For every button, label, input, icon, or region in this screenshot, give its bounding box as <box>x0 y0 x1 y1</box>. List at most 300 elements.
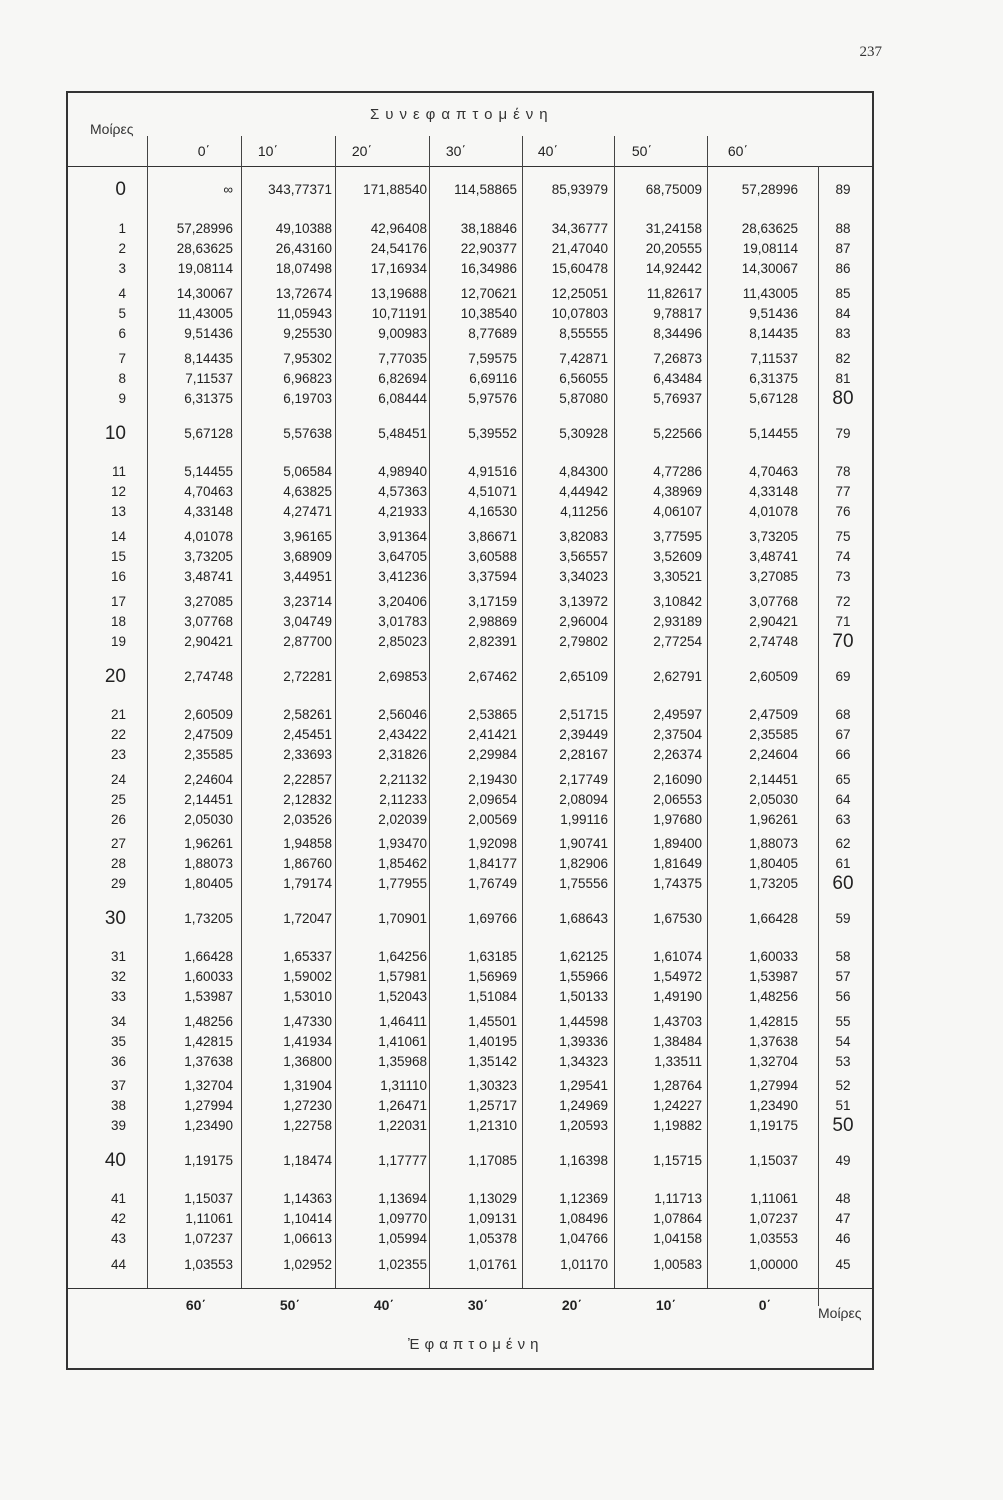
table-cell: 1,30323 <box>468 1078 517 1093</box>
table-cell: 1,82906 <box>559 856 608 871</box>
table-cell: 1,02952 <box>283 1257 332 1272</box>
table-cell: 1,24969 <box>559 1098 608 1113</box>
table-cell: 1,38484 <box>653 1034 702 1049</box>
complement-degree-label: 58 <box>835 949 851 964</box>
table-row <box>0 967 1003 987</box>
table-cell: 1,88073 <box>184 856 233 871</box>
table-cell: 1,13694 <box>378 1191 427 1206</box>
table-cell: 11,82617 <box>646 286 702 301</box>
table-cell: 4,91516 <box>468 464 517 479</box>
table-cell: 1,42815 <box>749 1014 798 1029</box>
footer-column-label: 30΄ <box>467 1297 489 1313</box>
page-number: 237 <box>859 44 882 60</box>
footer-column-label: 10΄ <box>655 1297 677 1313</box>
table-cell: 9,51436 <box>184 326 233 341</box>
table-cell: 1,97680 <box>653 812 702 827</box>
complement-degree-label: 59 <box>835 911 851 926</box>
table-cell: 2,45451 <box>283 727 332 742</box>
table-cell: 28,63625 <box>176 241 233 256</box>
footer-corner-label: Μοίρες <box>818 1305 862 1321</box>
table-cell: 7,26873 <box>653 351 702 366</box>
table-row <box>0 725 1003 745</box>
table-cell: 3,44951 <box>283 569 332 584</box>
table-cell: 4,33148 <box>184 504 233 519</box>
table-cell: 1,48256 <box>749 989 798 1004</box>
table-row <box>0 567 1003 587</box>
table-cell: 1,16398 <box>559 1153 608 1168</box>
degree-label: 12 <box>110 484 126 499</box>
table-cell: 22,90377 <box>460 241 517 256</box>
table-cell: 343,77371 <box>268 182 332 197</box>
table-cell: 1,25717 <box>468 1098 517 1113</box>
table-cell: 3,41236 <box>378 569 427 584</box>
table-cell: 1,36800 <box>283 1054 332 1069</box>
table-cell: 21,47040 <box>551 241 608 256</box>
table-row <box>0 1012 1003 1032</box>
table-cell: 114,58865 <box>454 182 517 197</box>
table-cell: 2,33693 <box>283 747 332 762</box>
table-cell: 3,30521 <box>653 569 702 584</box>
table-cell: 4,57363 <box>378 484 427 499</box>
table-cell: 1,80405 <box>184 876 233 891</box>
table-row <box>0 349 1003 369</box>
table-cell: 5,30928 <box>559 426 608 441</box>
table-cell: 11,43005 <box>742 286 798 301</box>
table-cell: 1,51084 <box>468 989 517 1004</box>
table-cell: 1,22031 <box>378 1118 427 1133</box>
table-cell: 14,92442 <box>645 261 702 276</box>
table-row <box>0 1209 1003 1229</box>
table-cell: 2,35585 <box>749 727 798 742</box>
table-cell: 1,19175 <box>749 1118 798 1133</box>
table-cell: 4,44942 <box>559 484 608 499</box>
table-row <box>0 1255 1003 1275</box>
table-row <box>0 909 1003 929</box>
table-cell: 13,19688 <box>370 286 427 301</box>
degree-label: 5 <box>118 306 126 321</box>
table-cell: 1,35142 <box>468 1054 517 1069</box>
degree-label: 43 <box>110 1231 126 1246</box>
table-cell: 1,15037 <box>184 1191 233 1206</box>
table-cell: 3,64705 <box>378 549 427 564</box>
table-row <box>0 790 1003 810</box>
table-row <box>0 369 1003 389</box>
table-cell: 7,59575 <box>468 351 517 366</box>
degree-label: 10 <box>104 423 126 444</box>
table-cell: 1,12369 <box>559 1191 608 1206</box>
table-cell: 1,19175 <box>184 1153 233 1168</box>
complement-degree-label: 70 <box>832 631 854 652</box>
degree-label: 9 <box>118 391 126 406</box>
table-cell: 5,06584 <box>283 464 332 479</box>
table-cell: 31,24158 <box>645 221 702 236</box>
degree-label: 31 <box>110 949 126 964</box>
table-cell: 10,71191 <box>371 306 427 321</box>
footer-column-label: 50΄ <box>279 1297 301 1313</box>
table-row <box>0 987 1003 1007</box>
table-cell: 1,60033 <box>184 969 233 984</box>
complement-degree-label: 63 <box>835 812 851 827</box>
degree-label: 39 <box>110 1118 126 1133</box>
header-divider <box>66 166 874 167</box>
table-cell: 1,17085 <box>468 1153 517 1168</box>
table-cell: 3,96165 <box>283 529 332 544</box>
table-cell: 2,12832 <box>283 792 332 807</box>
table-row <box>0 482 1003 502</box>
table-cell: 1,24227 <box>653 1098 702 1113</box>
table-cell: 1,93470 <box>378 836 427 851</box>
table-row <box>0 834 1003 854</box>
table-cell: 1,31904 <box>283 1078 332 1093</box>
table-cell: ∞ <box>223 182 233 197</box>
table-row <box>0 1052 1003 1072</box>
table-cell: 2,19430 <box>468 772 517 787</box>
table-cell: 9,25530 <box>283 326 332 341</box>
table-row <box>0 1151 1003 1171</box>
table-cell: 14,30067 <box>176 286 233 301</box>
table-cell: 2,26374 <box>653 747 702 762</box>
table-cell: 1,23490 <box>749 1098 798 1113</box>
table-cell: 34,36777 <box>551 221 608 236</box>
complement-degree-label: 65 <box>835 772 851 787</box>
table-cell: 2,56046 <box>378 707 427 722</box>
degree-label: 25 <box>110 792 126 807</box>
table-cell: 4,38969 <box>653 484 702 499</box>
degree-label: 33 <box>110 989 126 1004</box>
degree-label: 2 <box>118 241 126 256</box>
table-cell: 5,67128 <box>749 391 798 406</box>
table-row <box>0 947 1003 967</box>
table-cell: 2,37504 <box>653 727 702 742</box>
table-row <box>0 1096 1003 1116</box>
table-cell: 1,10414 <box>283 1211 332 1226</box>
table-cell: 2,49597 <box>653 707 702 722</box>
table-cell: 3,27085 <box>184 594 233 609</box>
table-cell: 5,22566 <box>653 426 702 441</box>
complement-degree-label: 55 <box>835 1014 851 1029</box>
complement-degree-label: 67 <box>835 727 851 742</box>
header-column-label: 40΄ <box>537 143 559 159</box>
table-cell: 3,27085 <box>749 569 798 584</box>
table-cell: 1,77955 <box>378 876 427 891</box>
complement-degree-label: 77 <box>835 484 851 499</box>
table-cell: 6,31375 <box>749 371 798 386</box>
degree-label: 32 <box>110 969 126 984</box>
table-cell: 1,04766 <box>559 1231 608 1246</box>
table-cell: 8,34496 <box>653 326 702 341</box>
table-cell: 1,66428 <box>749 911 798 926</box>
table-cell: 2,47509 <box>749 707 798 722</box>
table-row <box>0 502 1003 522</box>
degree-label: 44 <box>110 1257 126 1272</box>
table-cell: 1,13029 <box>468 1191 517 1206</box>
table-cell: 1,14363 <box>283 1191 332 1206</box>
table-cell: 1,11061 <box>750 1191 798 1206</box>
table-cell: 6,08444 <box>378 391 427 406</box>
table-cell: 1,06613 <box>283 1231 332 1246</box>
complement-degree-label: 45 <box>835 1257 851 1272</box>
complement-degree-label: 85 <box>835 286 851 301</box>
complement-degree-label: 72 <box>835 594 851 609</box>
table-cell: 3,20406 <box>378 594 427 609</box>
table-cell: 1,67530 <box>653 911 702 926</box>
table-cell: 5,39552 <box>468 426 517 441</box>
complement-degree-label: 62 <box>835 836 851 851</box>
complement-degree-label: 66 <box>835 747 851 762</box>
table-cell: 4,21933 <box>378 504 427 519</box>
table-cell: 3,07768 <box>749 594 798 609</box>
table-cell: 2,53865 <box>468 707 517 722</box>
complement-degree-label: 86 <box>835 261 851 276</box>
table-cell: 1,33511 <box>654 1054 702 1069</box>
table-row <box>0 1116 1003 1136</box>
table-row <box>0 612 1003 632</box>
table-cell: 1,09770 <box>378 1211 427 1226</box>
table-cell: 2,58261 <box>283 707 332 722</box>
table-cell: 2,98869 <box>468 614 517 629</box>
table-cell: 1,08496 <box>559 1211 608 1226</box>
complement-degree-label: 75 <box>835 529 851 544</box>
table-row <box>0 1076 1003 1096</box>
table-row <box>0 304 1003 324</box>
table-cell: 2,62791 <box>653 669 702 684</box>
table-cell: 1,66428 <box>184 949 233 964</box>
table-cell: 3,56557 <box>559 549 608 564</box>
table-cell: 1,70901 <box>378 911 427 926</box>
table-row <box>0 324 1003 344</box>
table-cell: 3,77595 <box>653 529 702 544</box>
degree-label: 17 <box>110 594 126 609</box>
table-cell: 2,41421 <box>468 727 517 742</box>
table-cell: 7,77035 <box>378 351 427 366</box>
degree-label: 13 <box>110 504 126 519</box>
table-cell: 3,86671 <box>468 529 517 544</box>
table-cell: 2,28167 <box>559 747 608 762</box>
table-cell: 26,43160 <box>275 241 332 256</box>
complement-degree-label: 89 <box>835 182 851 197</box>
table-cell: 1,19882 <box>653 1118 702 1133</box>
complement-degree-label: 57 <box>835 969 851 984</box>
table-row <box>0 259 1003 279</box>
table-cell: 1,45501 <box>468 1014 517 1029</box>
table-row <box>0 770 1003 790</box>
table-cell: 1,85462 <box>378 856 427 871</box>
table-cell: 1,54972 <box>653 969 702 984</box>
table-cell: 2,39449 <box>559 727 608 742</box>
table-cell: 2,05030 <box>184 812 233 827</box>
degree-label: 42 <box>110 1211 126 1226</box>
table-cell: 12,25051 <box>551 286 608 301</box>
table-cell: 1,49190 <box>653 989 702 1004</box>
table-cell: 4,01078 <box>184 529 233 544</box>
table-cell: 1,90741 <box>559 836 608 851</box>
table-cell: 1,05994 <box>378 1231 427 1246</box>
table-cell: 38,18846 <box>460 221 517 236</box>
table-cell: 2,03526 <box>283 812 332 827</box>
table-cell: 2,24604 <box>184 772 233 787</box>
table-cell: 1,89400 <box>653 836 702 851</box>
table-row <box>0 239 1003 259</box>
degree-label: 23 <box>110 747 126 762</box>
header-column-label: 50΄ <box>631 143 653 159</box>
table-cell: 1,88073 <box>749 836 798 851</box>
table-cell: 3,48741 <box>749 549 798 564</box>
table-cell: 11,43005 <box>177 306 233 321</box>
degree-label: 34 <box>110 1014 126 1029</box>
degree-label: 4 <box>118 286 126 301</box>
table-cell: 10,07803 <box>551 306 608 321</box>
complement-degree-label: 83 <box>835 326 851 341</box>
table-cell: 1,34323 <box>559 1054 608 1069</box>
header-column-label: 20΄ <box>351 143 373 159</box>
footer-column-label: 60΄ <box>185 1297 207 1313</box>
table-cell: 57,28996 <box>741 182 798 197</box>
degree-label: 38 <box>110 1098 126 1113</box>
table-cell: 3,60588 <box>468 549 517 564</box>
table-cell: 1,76749 <box>468 876 517 891</box>
table-cell: 1,27994 <box>749 1078 798 1093</box>
table-cell: 1,47330 <box>283 1014 332 1029</box>
table-cell: 20,20555 <box>645 241 702 256</box>
header-column-label: 30΄ <box>445 143 467 159</box>
table-cell: 1,55966 <box>559 969 608 984</box>
table-cell: 1,96261 <box>184 836 233 851</box>
table-cell: 1,99116 <box>560 812 608 827</box>
table-cell: 3,04749 <box>283 614 332 629</box>
complement-degree-label: 60 <box>832 873 854 894</box>
table-cell: 1,20593 <box>559 1118 608 1133</box>
table-cell: 1,32704 <box>184 1078 233 1093</box>
table-cell: 2,85023 <box>378 634 427 649</box>
table-cell: 1,53987 <box>184 989 233 1004</box>
table-row <box>0 547 1003 567</box>
complement-degree-label: 53 <box>835 1054 851 1069</box>
table-cell: 2,96004 <box>559 614 608 629</box>
table-cell: 1,41934 <box>283 1034 332 1049</box>
table-cell: 1,73205 <box>749 876 798 891</box>
table-cell: 5,57638 <box>283 426 332 441</box>
table-row <box>0 284 1003 304</box>
table-cell: 2,22857 <box>283 772 332 787</box>
table-cell: 1,65337 <box>283 949 332 964</box>
degree-label: 37 <box>110 1078 126 1093</box>
footer-column-label: 40΄ <box>373 1297 395 1313</box>
table-cell: 2,02039 <box>378 812 427 827</box>
degree-label: 1 <box>118 221 126 236</box>
table-cell: 1,07864 <box>653 1211 702 1226</box>
table-cell: 9,78817 <box>653 306 702 321</box>
table-cell: 4,01078 <box>749 504 798 519</box>
table-cell: 4,27471 <box>283 504 332 519</box>
table-cell: 4,11256 <box>560 504 608 519</box>
table-cell: 3,91364 <box>378 529 427 544</box>
table-cell: 49,10388 <box>275 221 332 236</box>
table-cell: 1,00000 <box>749 1257 798 1272</box>
table-cell: 28,63625 <box>741 221 798 236</box>
table-row <box>0 389 1003 409</box>
table-cell: 1,94858 <box>283 836 332 851</box>
table-row <box>0 705 1003 725</box>
degree-label: 3 <box>118 261 126 276</box>
table-cell: 3,13972 <box>559 594 608 609</box>
table-row <box>0 180 1003 200</box>
table-cell: 1,07237 <box>184 1231 233 1246</box>
degree-label: 0 <box>115 179 126 200</box>
table-cell: 1,32704 <box>749 1054 798 1069</box>
table-cell: 4,70463 <box>184 484 233 499</box>
degree-label: 41 <box>110 1191 126 1206</box>
table-cell: 8,14435 <box>749 326 798 341</box>
footer-divider <box>66 1288 874 1289</box>
degree-label: 15 <box>110 549 126 564</box>
degree-label: 40 <box>104 1150 126 1171</box>
table-cell: 1,56969 <box>468 969 517 984</box>
table-cell: 2,51715 <box>559 707 608 722</box>
degree-label: 8 <box>118 371 126 386</box>
table-cell: 1,53010 <box>283 989 332 1004</box>
table-cell: 6,96823 <box>283 371 332 386</box>
complement-degree-label: 84 <box>835 306 851 321</box>
table-cell: 1,15037 <box>749 1153 798 1168</box>
table-row <box>0 632 1003 652</box>
table-cell: 2,82391 <box>468 634 517 649</box>
table-cell: 3,17159 <box>468 594 517 609</box>
table-cell: 4,06107 <box>653 504 702 519</box>
table-cell: 1,48256 <box>184 1014 233 1029</box>
degree-label: 11 <box>111 464 126 479</box>
table-row <box>0 219 1003 239</box>
table-cell: 2,16090 <box>653 772 702 787</box>
table-row <box>0 424 1003 444</box>
complement-degree-label: 46 <box>835 1231 851 1246</box>
table-cell: 1,44598 <box>559 1014 608 1029</box>
table-cell: 1,05378 <box>468 1231 517 1246</box>
table-cell: 1,64256 <box>378 949 427 964</box>
table-cell: 1,39336 <box>559 1034 608 1049</box>
table-cell: 1,03553 <box>749 1231 798 1246</box>
table-row <box>0 1032 1003 1052</box>
table-cell: 1,35968 <box>378 1054 427 1069</box>
complement-degree-label: 61 <box>835 856 851 871</box>
table-cell: 2,47509 <box>184 727 233 742</box>
table-cell: 6,56055 <box>559 371 608 386</box>
table-cell: 2,31826 <box>378 747 427 762</box>
table-row <box>0 1189 1003 1209</box>
table-cell: 1,28764 <box>653 1078 702 1093</box>
complement-degree-label: 73 <box>835 569 851 584</box>
degree-label: 30 <box>104 908 126 929</box>
table-cell: 16,34986 <box>460 261 517 276</box>
table-cell: 3,37594 <box>468 569 517 584</box>
table-cell: 4,77286 <box>653 464 702 479</box>
table-cell: 3,73205 <box>749 529 798 544</box>
table-cell: 1,01761 <box>468 1257 517 1272</box>
table-cell: 1,50133 <box>559 989 608 1004</box>
table-cell: 4,84300 <box>559 464 608 479</box>
table-cell: 1,11061 <box>185 1211 233 1226</box>
complement-degree-label: 51 <box>835 1098 851 1113</box>
table-cell: 7,95302 <box>283 351 332 366</box>
table-cell: 2,11233 <box>379 792 427 807</box>
degree-label: 29 <box>110 876 126 891</box>
table-row <box>0 667 1003 687</box>
table-cell: 1,72047 <box>283 911 332 926</box>
table-cell: 1,37638 <box>749 1034 798 1049</box>
table-cell: 4,70463 <box>749 464 798 479</box>
complement-degree-label: 52 <box>835 1078 851 1093</box>
table-cell: 2,87700 <box>283 634 332 649</box>
degree-label: 35 <box>110 1034 126 1049</box>
